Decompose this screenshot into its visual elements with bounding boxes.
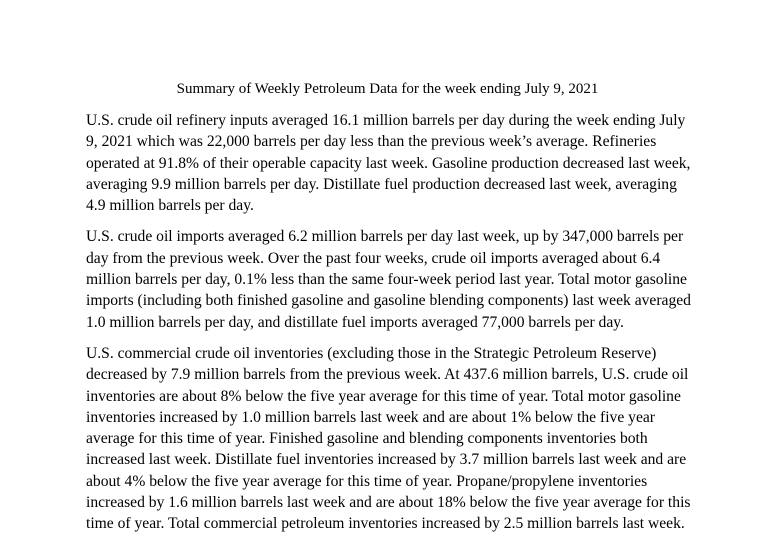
paragraph-inventories — [86, 343, 722, 535]
text-line: decreased by 7.9 million barrels from the previous week. At 437.6 million barrels, U.S. crude oil — [86, 366, 689, 384]
text-line: increased last week. Distillate fuel inventories increased by 3.7 million barrels last week and are — [86, 451, 687, 469]
text-line: 1.0 million barrels per day, and distillate fuel imports averaged 77,000 barrels per day. — [86, 313, 624, 331]
text-line: averaging 9.9 million barrels per day. Distillate fuel production decreased last week, averaging — [86, 175, 677, 193]
text-line: average for this time of year. Finished gasoline and blending components inventories both — [86, 430, 648, 448]
text-line: inventories are about 8% below the five year average for this time of year. Total motor gasoline — [86, 387, 681, 405]
text-line: U.S. crude oil imports averaged 6.2 million barrels per day last week, up by 347,000 barrels per — [86, 228, 684, 246]
text-line: 9, 2021 which was 22,000 barrels per day less than the previous week’s average. Refineries — [86, 133, 657, 151]
text-line: inventories increased by 1.0 million barrels last week and are about 1% below the five year — [86, 408, 655, 426]
document-title: Summary of Weekly Petroleum Data for the week ending July 9, 2021 — [176, 81, 599, 97]
text-line: imports (including both finished gasoline and gasoline blending components) last week averaged — [86, 292, 691, 310]
text-line: U.S. commercial crude oil inventories (excluding those in the Strategic Petroleum Reserve) — [86, 344, 657, 362]
text-line: day from the previous week. Over the past four weeks, crude oil imports averaged about 6.4 — [86, 249, 661, 267]
text-line: increased by 1.6 million barrels last week and are about 18% below the five year average for this — [86, 494, 691, 512]
text-line: about 4% below the five year average for this time of year. Propane/propylene inventories — [86, 472, 648, 490]
paragraph-refinery-inputs — [86, 110, 722, 216]
text-line: 4.9 million barrels per day. — [86, 197, 254, 215]
text-line: operated at 91.8% of their operable capacity last week. Gasoline production decreased last week, — [86, 154, 691, 172]
paragraph-crude-imports — [86, 226, 722, 332]
text-line: U.S. crude oil refinery inputs averaged 16.1 million barrels per day during the week ending July — [86, 112, 686, 129]
document-body — [86, 110, 722, 545]
text-line: million barrels per day, 0.1% less than the same four-week period last year. Total motor gasoline — [86, 271, 687, 289]
text-line: time of year. Total commercial petroleum inventories increased by 2.5 million barrels last week. — [86, 515, 685, 533]
